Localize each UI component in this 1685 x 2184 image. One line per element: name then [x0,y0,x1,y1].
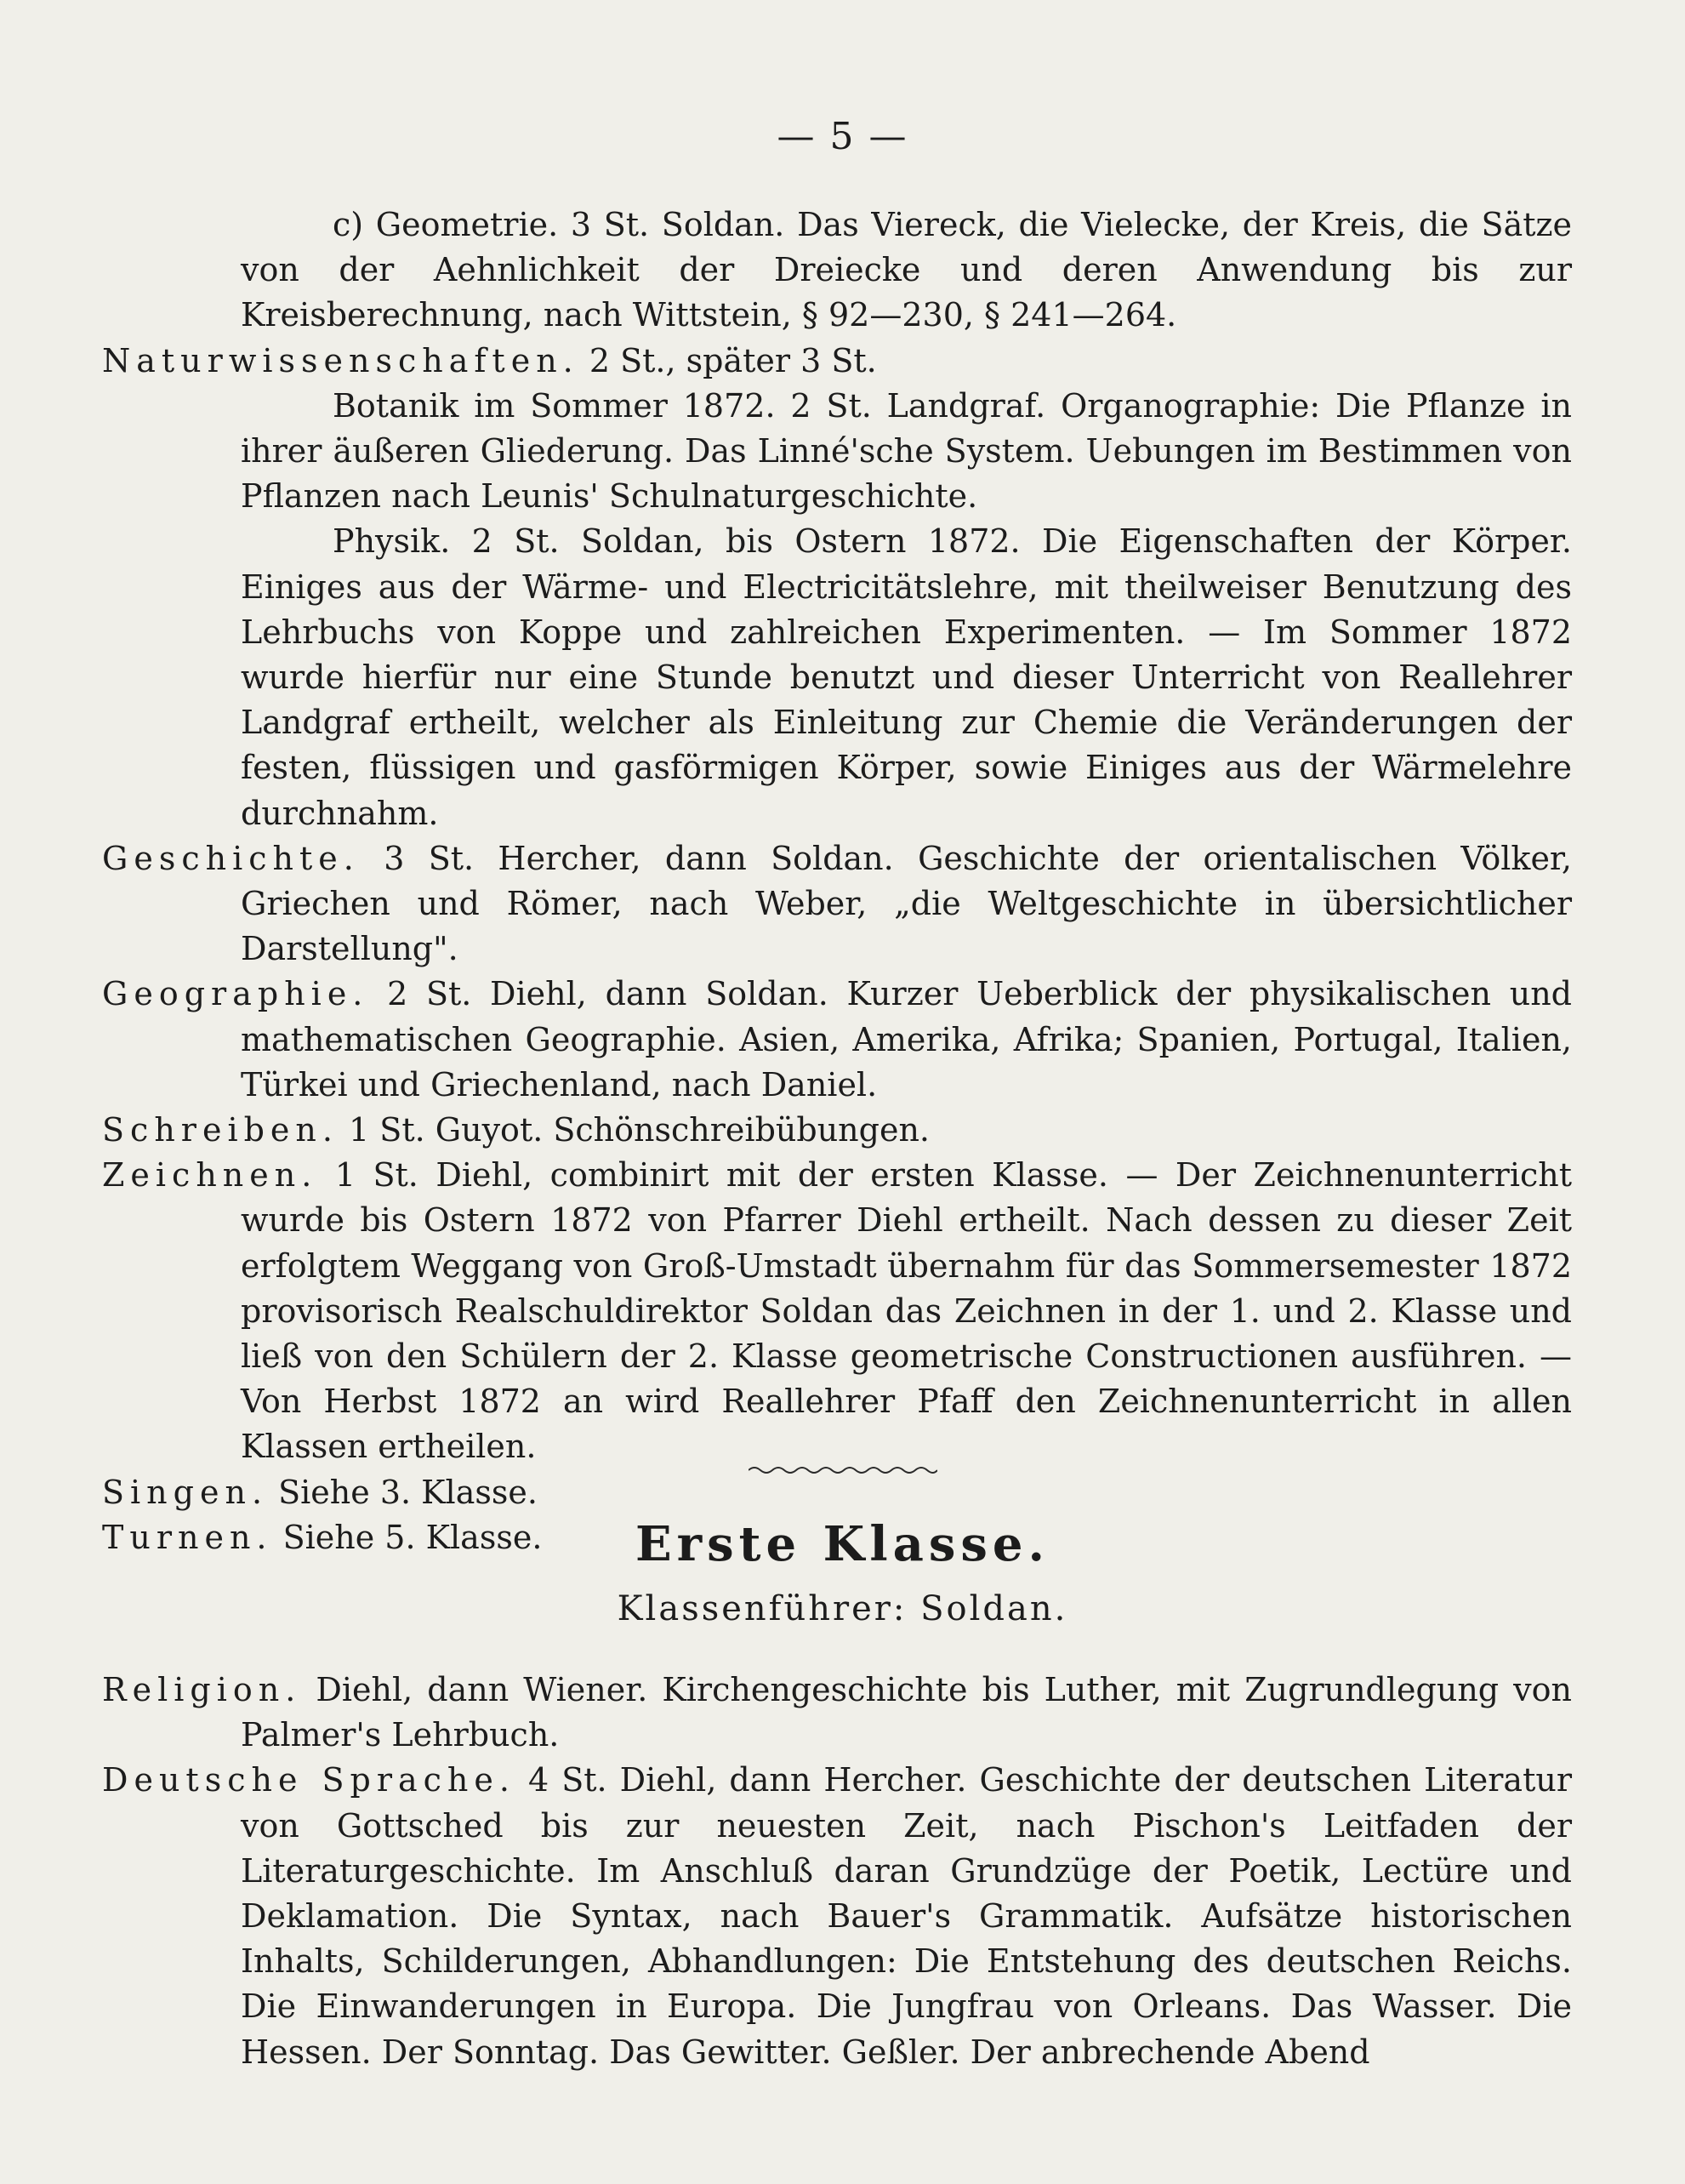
section-subheading: Klassenführer: Soldan. [617,1589,1068,1628]
paragraph-text: Physik. 2 St. Soldan, bis Ostern 1872. Die Eigenschaften der Körper. Einiges aus der Wärme- und Electricitätslehre, mit theilweiser Benutzung des Lehrbuchs von Koppe und zahlreichen Experimenten. — Im Sommer 1872 wurde hierfür nur eine Stunde benutzt und dieser Unterricht von Reallehrer Landgraf ertheilt, welcher als Einleitung zur Chemie die Veränderungen der festen, flüssigen und gasförmigen Körper, sowie Einiges aus der Wärmelehre durchnahm. [241,522,1572,832]
paragraph-text: 4 St. Diehl, dann Hercher. Geschichte der deutschen Literatur von Gottsched bis zur neuesten Zeit, nach Pischon's Leitfaden der Literaturgeschichte. Im Anschluß daran Grundzüge der Poetik, Lectüre und Deklamation. Die Syntax, nach Bauer's Grammatik. Aufsätze historischen Inhalts, Schilderungen, Abhandlungen: Die Entstehung des deutschen Reichs. Die Einwanderungen in Europa. Die Jungfrau von Orleans. Das Wasser. Die Hessen. Der Sonntag. Das Gewitter. Geßler. Der anbrechende Abend [241,1761,1572,2071]
subject-label: Religion. [102,1671,302,1708]
subject-label: Deutsche Sprache. [102,1761,515,1799]
paragraph-text: 1 St. Diehl, combinirt mit der ersten Klasse. — Der Zeichnenunterricht wurde bis Ostern 1872 von Pfarrer Diehl ertheilt. Nach dessen zu dieser Zeit erfolgtem Weggang von Groß-Umstadt übernahm für das Sommersemester 1872 provisorisch Realschuldirektor Soldan das Zeichnen in der 1. und 2. Klasse und ließ von den Schülern der 2. Klasse geometrische Constructionen ausführen. — Von Herbst 1872 an wird Reallehrer Pfaff den Zeichnenunterricht in allen Klassen ertheilen. [241,1156,1572,1466]
paragraph-physik [102,519,1572,835]
bottom-section [102,1668,1572,2075]
paragraph-botanik [102,384,1572,520]
paragraph-text: Botanik im Sommer 1872. 2 St. Landgraf. Organographie: Die Pflanze in ihrer äußeren Gliederung. Das Linné'sche System. Uebungen im Bestimmen von Pflanzen nach Leunis' Schulnaturgeschichte. [241,386,1572,516]
paragraph-geometrie [102,202,1572,339]
section-heading: Erste Klasse. [635,1516,1050,1572]
subject-label: Turnen. [102,1518,273,1556]
subject-label: Geographie. [102,975,369,1013]
paragraph-text: 3 St. Hercher, dann Soldan. Geschichte der orientalischen Völker, Griechen und Römer, nach Weber, „die Weltgeschichte in übersichtlicher Darstellung". [241,839,1572,968]
paragraph-zeichnen [102,1153,1572,1469]
paragraph-text: 2 St. Diehl, dann Soldan. Kurzer Ueberblick der physikalischen und mathematischen Geographie. Asien, Amerika, Afrika; Spanien, Portugal, Italien, Türkei und Griechenland, nach Daniel. [241,975,1572,1103]
paragraph-singen [102,1470,1572,1515]
paragraph-text: Diehl, dann Wiener. Kirchengeschichte bis Luther, mit Zugrundlegung von Palmer's Lehrbuch. [241,1671,1572,1754]
paragraph-text: 1 St. Guyot. Schönschreibübungen. [338,1111,931,1149]
paragraph-text: Siehe 5. Klasse. [272,1518,543,1556]
paragraph-text: Siehe 3. Klasse. [268,1473,538,1511]
section-divider-ornament [749,1464,937,1476]
paragraph-naturwissenschaften [102,339,1572,384]
subject-label: Zeichnen. [102,1156,318,1195]
subject-label: Singen. [102,1473,269,1511]
subject-label: Schreiben. [102,1111,339,1149]
paragraph-geographie [102,972,1572,1108]
page-number: — 5 — [777,115,908,158]
paragraph-text: c) Geometrie. 3 St. Soldan. Das Viereck, die Vielecke, der Kreis, die Sätze von der Aehnlichkeit der Dreiecke und deren Anwendung bis zur Kreisberechnung, nach Wittstein, § 92—230, § 241—264. [241,206,1572,334]
paragraph-schreiben [102,1108,1572,1153]
paragraph-geschichte [102,836,1572,972]
top-section [102,202,1572,1560]
paragraph-religion [102,1668,1572,1758]
paragraph-deutsche-sprache [102,1758,1572,2074]
subject-label: Geschichte. [102,839,360,877]
subject-label: Naturwissenschaften. [102,341,579,379]
paragraph-text: 2 St., später 3 St. [578,341,877,379]
